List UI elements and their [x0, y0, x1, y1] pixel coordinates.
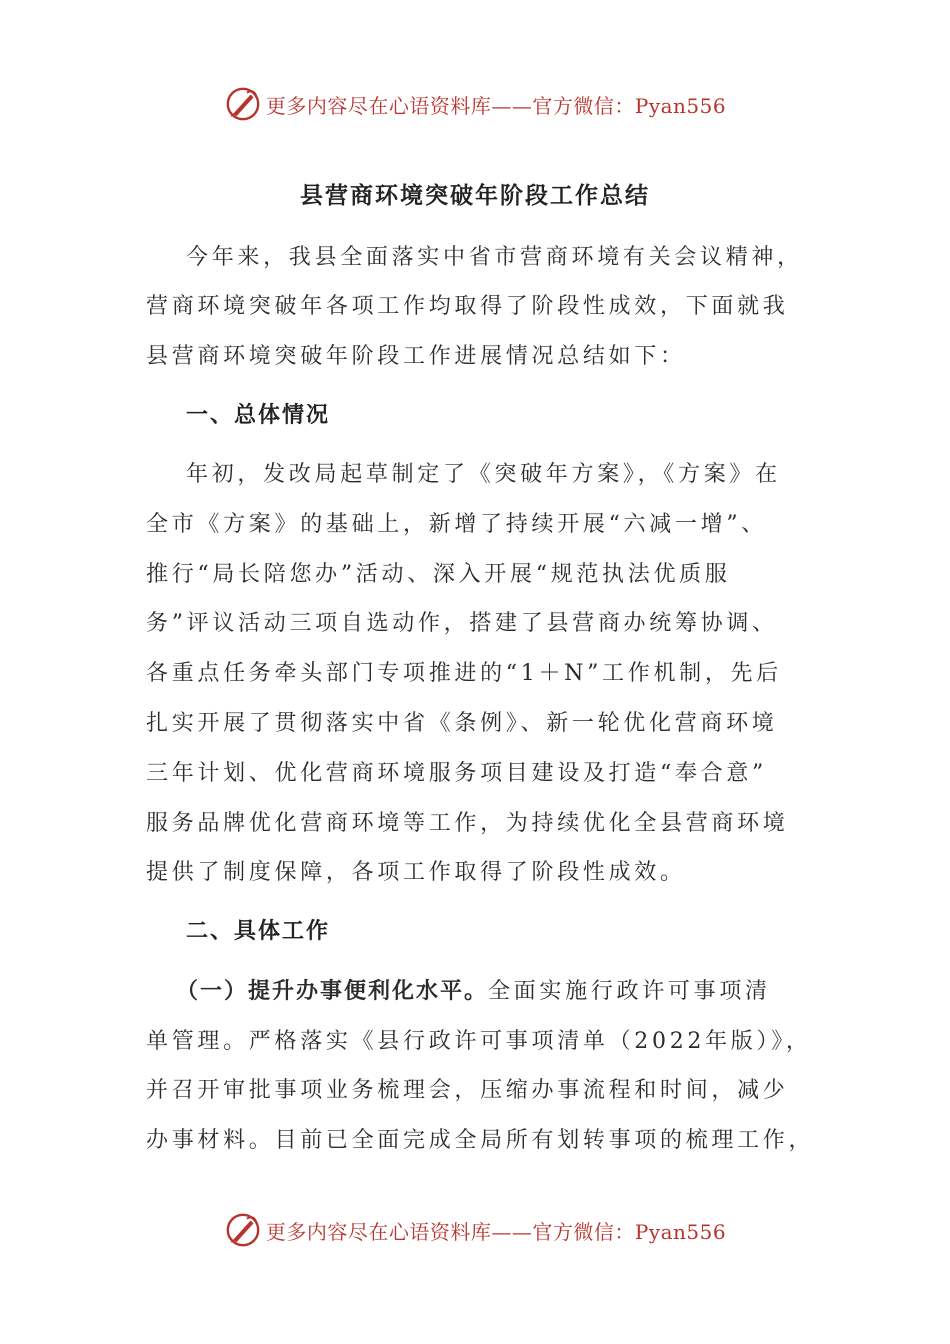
intro-line-1: 今年来，我县全面落实中省市营商环境有关会议精神，: [186, 245, 803, 270]
banner-slogan: 更多内容尽在心语资料库——官方微信：: [265, 1219, 635, 1244]
section2-heading: 二、具体工作: [186, 919, 331, 944]
section2-item1-line-1: [176, 977, 836, 1007]
banner-text: [266, 90, 726, 119]
section1-line-1: 年初，发改局起草制定了《突破年方案》，《方案》在: [186, 462, 781, 487]
section1-line-9: 提供了制度保障，各项工作取得了阶段性成效。: [146, 860, 686, 885]
pen-nib-logo-icon: [224, 85, 262, 123]
section1-line-8: 服务品牌优化营商环境等工作，为持续优化全县营商环境: [146, 811, 789, 836]
section2-item1-line-3: 并召开审批事项业务梳理会，压缩办事流程和时间，减少: [146, 1078, 789, 1103]
banner-wechat-id: Pyan556: [634, 93, 727, 118]
intro-line-3: 县营商环境突破年阶段工作进展情况总结如下：: [146, 344, 686, 369]
header-banner: [0, 84, 950, 124]
pen-nib-logo-icon: [224, 1211, 262, 1249]
section1-line-4: 务”评议活动三项自选动作，搭建了县营商办统筹协调、: [146, 611, 778, 636]
section2-item1-line-4: 办事材料。目前已全面完成全局所有划转事项的梳理工作，: [146, 1128, 815, 1153]
document-title: 县营商环境突破年阶段工作总结: [300, 183, 650, 209]
section1-line-5: 各重点任务牵头部门专项推进的“1＋N”工作机制，先后: [146, 661, 782, 686]
section1-line-2: 全市《方案》的基础上，新增了持续开展“六减一增”、: [146, 512, 767, 537]
item1-lead: （一）提升办事便利化水平。: [176, 979, 489, 1004]
footer-banner: [0, 1210, 950, 1250]
section2-item1-line-2: 单管理。严格落实《县行政许可事项清单（2022年版）》，: [146, 1029, 812, 1054]
section1-line-7: 三年计划、优化营商环境服务项目建设及打造“奉合意”: [146, 761, 767, 786]
intro-line-2: 营商环境突破年各项工作均取得了阶段性成效，下面就我: [146, 294, 789, 319]
section1-heading: 一、总体情况: [186, 403, 331, 428]
section1-line-3: 推行“局长陪您办”活动、深入开展“规范执法优质服: [146, 562, 731, 587]
banner-wechat-id: Pyan556: [634, 1219, 727, 1244]
item1-first-rest: 全面实施行政许可事项清: [488, 979, 771, 1004]
section1-line-6: 扎实开展了贯彻落实中省《条例》、新一轮优化营商环境: [146, 711, 778, 736]
banner-slogan: 更多内容尽在心语资料库——官方微信：: [265, 93, 635, 118]
banner-text: [266, 1216, 726, 1245]
